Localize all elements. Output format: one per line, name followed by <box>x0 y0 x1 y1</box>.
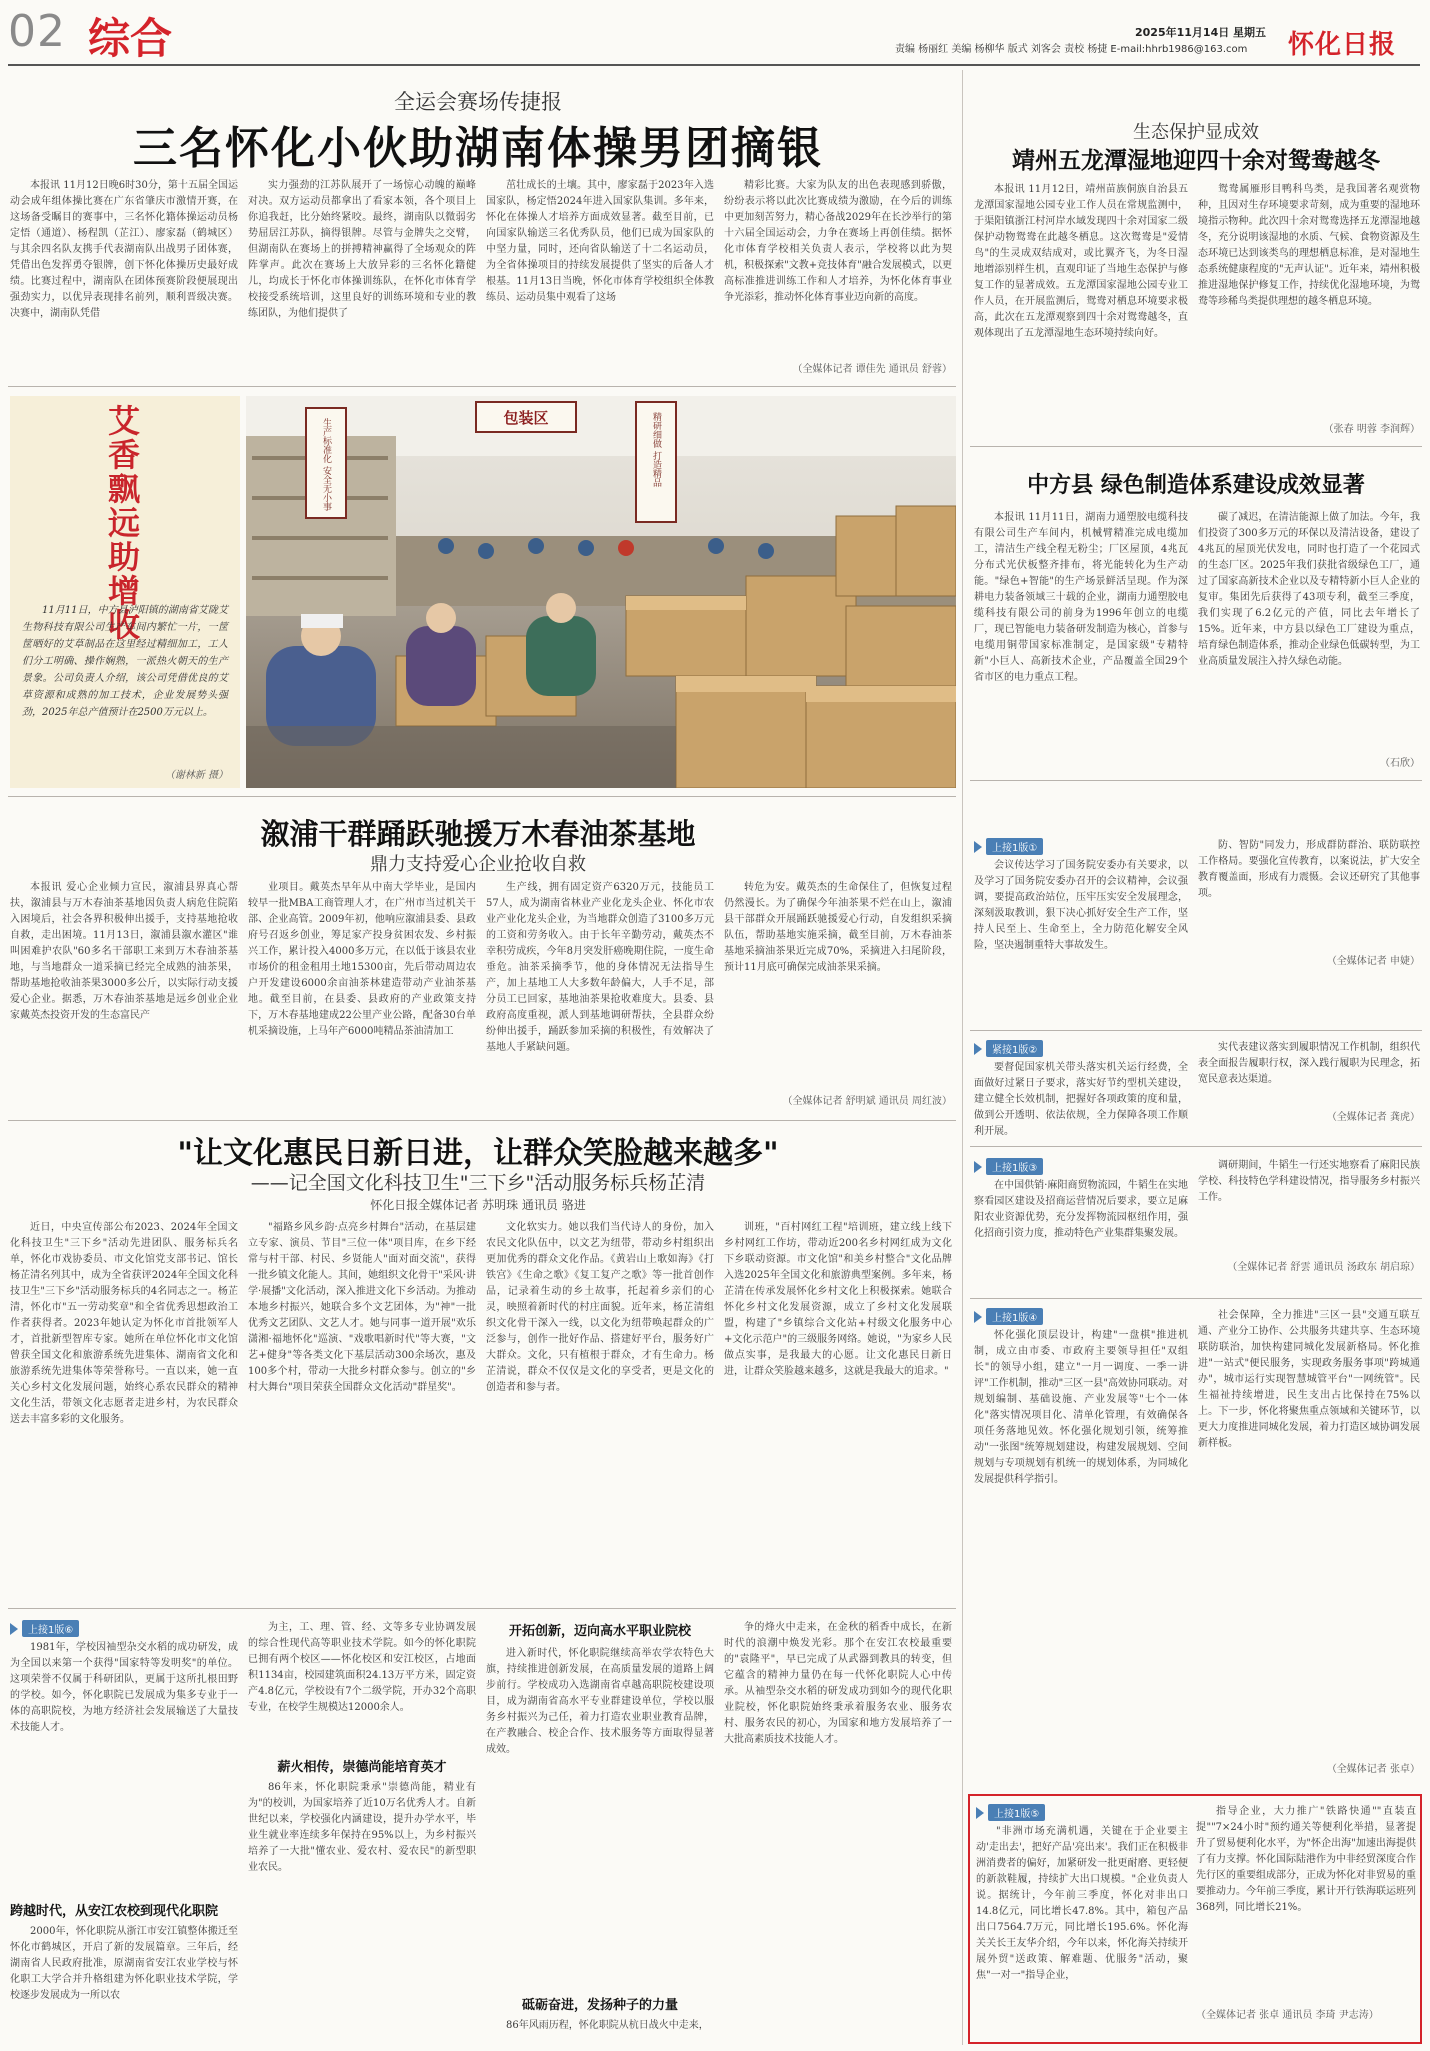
wetland-headline: 靖州五龙潭湿地迎四十余对鸳鸯越冬 <box>1012 147 1380 174</box>
lead-text-4: 精彩比赛。大家为队友的出色表现感到骄傲，纷纷表示将以此次比赛成绩为激励，在今后的训练中更加刻苦努力，精心备战2029年在长沙举行的第十六届全国运动会，力争在赛场上再创佳绩。据怀化市体育学校相关负责人表示，学校将以此为契机，积极探索"文教+竞技体育"融合发展模式，以更高标准推进训练工作和人才培养，为怀化体育事业争光添彩，推动怀化体育事业迈向新的高度。 <box>724 180 952 303</box>
college-text-3: 进入新时代，怀化职院继续高举农学农特色大旗，持续推进创新发展，在高质量发展的道路上阔步前行。学校成功入选湖南省卓越高职院校建设项目，成为湖南省高水平专业群建设单位，学校以服务乡村振兴为己任，着力打造农业职业教育品牌，在产教融合、校企合作、技术服务等方面取得显著成效。 <box>486 1648 714 1755</box>
cont1-rule <box>970 1030 1422 1031</box>
lead-text-1: 本报讯 11月12日晚6时30分，第十五届全国运动会成年组体操比赛在广东省肇庆市激情开赛，在这场备受瞩目的赛事中，三名怀化籍体操运动员杨定悟（通道）、杨程凯（芷江）、廖家磊（鹤城区）与其余四名队友携手代表湖南队出战男子团体赛，凭借出色发挥勇夺银牌，创下怀化体操历史最好成绩。比赛过程中，湖南队在团体预赛阶段便展现出强劲实力，以优异表现排名前列，顺利晋级决赛。决赛中，湖南队凭借 <box>10 180 238 319</box>
culture-text-3: 文化软实力。她以我们当代诗人的身份，加入农民文化队伍中，以文艺为纽带，带动乡村组织出更加优秀的群众文化作品。《黄岩山上歌如海》《打铁宫》《生命之歌》《复工复产之歌》等一批首创作品，记录着生动的乡土故事，托起着乡亲们的心灵，映照着新时代的村庄面貌。近年来，杨芷清组织文化骨干深入一线，以文化为纽带唤起群众的广泛参与，创作一批好作品、搭建好平台，服务好广大群众。文化，只有植根于群众，才有生命力。杨芷清说，群众不仅仅是文化的享受者，更是文化的创造者和参与者。 <box>486 1222 714 1393</box>
cont1-text-2: 防、智防"同发力，形成群防群治、联防联控工作格局。要强化宣传教育，以案说法，扩大安全教育覆盖面，形成有力震慑。会议还研究了其他事项。 <box>1198 840 1420 899</box>
zhongfang-text-1: 本报讯 11月11日，湖南力通塑胶电缆科技有限公司生产车间内，机械臂精准完成电缆加工，清洁生产线全程无粉尘；厂区屋顶，4兆瓦分布式光伏板整齐排布，将光能转化为生产动能。"绿色+智能"的生产场景鲜活呈现。作为深耕电力装备领域三十载的企业，湖南力通塑胶电缆科技有限公司的前身为1996年创立的电缆厂，现已智能电力装备研发制造为核心，首参与电缆用铜带国家标准制定，是国家级"专精特新"小巨人、高新技术企业，产品覆盖全国29个省市区的电力重点工程。 <box>974 512 1188 683</box>
staff-credits: 责编 杨丽红 美编 杨柳华 版式 刘客会 责校 杨捷 E-mail:hhrb1986@163.com <box>895 44 1248 55</box>
wetland-byline: （张春 明蓉 李润辉） <box>1323 424 1420 435</box>
college-col-2b <box>248 1780 476 2040</box>
college-subhead-1: 跨越时代，从安江农校到现代化职院 <box>10 1904 219 1919</box>
oiltea-text-4: 转危为安。戴英杰的生命保住了，但恢复过程仍然漫长。为了确保今年油茶果不烂在山上，溆浦县干部群众开展踊跃驰援爱心行动，自发组织采摘队伍，帮助基地实施采摘，截至目前，万木春油茶基地采摘油茶果近完成70%，采摘进入扫尾阶段，预计11月底可确保完成油茶果采摘。 <box>724 882 952 973</box>
page-number: 02 <box>8 6 66 57</box>
cont1-col-2 <box>1198 838 1420 948</box>
section-title: 综合 <box>88 14 173 63</box>
cont1-text-1: 会议传达学习了国务院安委办有关要求，以及学习了国务院安委办召开的会议精神，会议强调，要提高政治站位，压牢压实安全发展理念，深刻汲取教训，狠下决心抓好安全生产工作，坚持人民至上、生命至上，全力防范化解安全风险，坚决遏制重特大事故发生。 <box>974 860 1188 951</box>
college-text-3b: 86年风雨历程，怀化职院从杭日战火中走来， <box>506 2020 709 2031</box>
workshop-photo <box>246 396 956 788</box>
cont4-col-2 <box>1198 1308 1420 1756</box>
zhongfang-headline: 中方县 绿色制造体系建设成效显著 <box>1027 472 1365 498</box>
zhongfang-text-2: 碳了减迟，在清洁能源上做了加法。今年，我们投资了300多万元的环保以及清洁设备，建设了4兆瓦的屋顶光伏发电，同时也打造了一个花园式的生态厂区。2025年我们获批省级绿色工厂，通过了国家高新技术企业以及专精特新小巨人企业的复审。集团先后获得了43项专利，截至三季度，我们实现了6.2亿元的产值，同比去年增长了15%。近年来，中方县以绿色工厂建设为重点，培育绿色制造体系，推动企业绿色低碳转型，为工业高质量发展注入持久绿色动能。 <box>1198 512 1420 667</box>
cont3-marker <box>974 1161 982 1173</box>
oiltea-text-2: 业项目。戴英杰早年从中南大学毕业，是国内较早一批MBA工商管理人才，在广州市当过机关干部、企业高管。2009年初，他响应溆浦县委、县政府号召返乡创业，筹足家产投身贫困农发、乡村振兴工作，累计投入4000多万元，在以低于该县农业市场价的租金租用土地15300亩，先后带动周边农户开发建设6000余亩油茶林建造带动产业油茶基地。截至目前，在县委、县政府的产业政策支持下，万木春基地建成22公里产业公路，配备30台单机采摘设施，上马年产6000吨精品茶油清加工 <box>248 882 476 1037</box>
oiltea-headline: 溆浦干群踊跃驰援万木春油茶基地 <box>260 817 696 851</box>
culture-col-4 <box>724 1220 952 1604</box>
wetland-col-1 <box>974 182 1188 438</box>
cont3-byline: （全媒体记者 舒雲 通讯员 汤政东 胡启琼） <box>1227 1262 1420 1273</box>
zhongfang-col-1 <box>974 510 1188 770</box>
photo-sign-right: 精研细做 打造精品 <box>651 412 661 487</box>
cont2-col-2 <box>1198 1040 1420 1104</box>
cont1-marker <box>974 841 982 853</box>
cont2-marker <box>974 1043 982 1055</box>
college-col-3b <box>486 2018 714 2048</box>
culture-headline: "让文化惠民日新日进，让群众笑脸越来越多" <box>177 1136 779 1171</box>
cont4-marker <box>974 1311 982 1323</box>
lead-rule <box>8 386 956 387</box>
cont4-tag <box>974 1308 1043 1325</box>
college-subhead-4: 砥砺奋进，发扬种子的力量 <box>521 1998 678 2013</box>
cont5-col-1 <box>976 1824 1188 2038</box>
culture-text-2: "福路乡风乡韵·点亮乡村舞台"活动，在基层建立专家、演员、节目"三位一体"项目库，在乡下经常与村干部、村民、乡贤能人"面对面交流"，获得一批乡镇文化能人。其间，她组织文化骨干"采风·讲学·展播"文化活动，深入推进文化下乡活动。为推动本地乡村振兴，她联合多个文艺团体，为"神"一批优秀文艺团队、文艺人才。她与同事一道开展"欢乐潇湘·福地怀化"巡演、"戏歌唱新时代"等大赛，"文艺+健身"等各类文化下基层活动300余场次，惠及100多个村，带动一大批乡村群众参与。创立的"乡村大舞台"项目荣获全国群众文化活动"群星奖"。 <box>248 1222 476 1393</box>
cont5-col-2 <box>1196 1804 1416 2002</box>
oiltea-col-2 <box>248 880 476 1112</box>
photo-sign-left: 生产标准化 安全无小事 <box>321 418 331 511</box>
cont2-byline: （全媒体记者 龚虎） <box>1326 1112 1420 1123</box>
college-text-2: 为主，工、理、管、经、文等多专业协调发展的综合性现代高等职业技术学院。如今的怀化职院已拥有两个校区——怀化校区和安江校区，占地面积1134亩，校园建筑面积24.13万平方米，固定资产4.8亿元，学校设有7个二级学院，开办32个高职专业，在校学生规模达12000余人。 <box>248 1622 476 1713</box>
college-col-1 <box>10 1640 238 1896</box>
cont2-tag <box>974 1040 1043 1057</box>
cont1-tag <box>974 838 1043 855</box>
cont3-col-2 <box>1198 1158 1420 1254</box>
cont3-rule <box>970 1298 1422 1299</box>
cont5-label: 上接1版⑤ <box>988 1804 1045 1821</box>
cont3-text-1: 在中国供销·麻阳商贸物流园，牛韬生在实地察看园区建设及招商运营情况后要求，要立足麻阳农业资源优势，充分发挥物流园枢纽作用，强化招商引资力度，推动特色产业集群集聚发展。 <box>974 1180 1188 1239</box>
culture-text-1: 近日，中央宣传部公布2023、2024年全国文化科技卫生"三下乡"活动先进团队、服务标兵名单，怀化市戏协委员、市文化馆党支部书记、馆长杨芷清名列其中，成为全省获评2024年全国文化科技卫生"三下乡"活动服务标兵的4名同志之一。杨芷清，怀化市"五一劳动奖章"和全省优秀思想政治工作者获得者。2023年她认定为怀化市首批领军人才，首批新型智库专家。她所在单位怀化市文化馆曾获全国文化和旅游系统先进集体、湖南省文化和旅游系统先进集体等荣誉称号。一直以来，她一直关心乡村文化发展问题，始终心系农民群众的精神文化生活，带领文化志愿者走进乡村，为农民群众送去丰富多彩的文化服务。 <box>10 1222 238 1425</box>
cont4-col-1 <box>974 1328 1188 1780</box>
college-subhead-2: 薪火相传，崇德尚能培育英才 <box>277 1760 447 1775</box>
oiltea-text-1: 本报讯 爱心企业倾力宣民，溆浦县界真心帮扶，溆浦县与万木春油茶基地因负责人病危住院陷入困境后，社会各界积极伸出援手，支持基地抢收自救，走出困境。11月13日，溆浦县溆水灌区"谁叫困难护农队"60多名干部职工来到万木春油茶基地，与当地群众一道采摘已经完全成熟的油茶果，帮助基地抢收油茶果3000多公斤，以实际行动支援爱心企业。据悉，万木春油茶基地是远乡创业企业家戴英杰投资开发的生态富民产 <box>10 882 238 1021</box>
zhongfang-byline: （石欣） <box>1380 758 1420 769</box>
college-col-2 <box>248 1620 476 1750</box>
cont1-col-1 <box>974 858 1188 1024</box>
cont2-label: 紧接1版② <box>986 1040 1043 1057</box>
lead-col-1 <box>10 178 238 376</box>
oiltea-subheadline: 鼎力支持爱心企业抢收自救 <box>370 854 586 875</box>
oiltea-col-3 <box>486 880 714 1112</box>
cont5-text-1: "非洲市场充满机遇，关键在于企业要主动'走出去'，把好产品'亮出来'。我们正在积极非洲消费者的偏好，加紧研发一批更耐磨、更轻便的新款鞋履，持续扩大出口规模。"企业负责人说。据统计，今年前三季度，怀化对非出口14.8亿元，同比增长47.8%。其中，箱包产品出口7564.7万元，同比增长195.6%。怀化海关关长王友华介绍，今年以来，怀化海关持续开展外贸"送政策、解难题、优服务"活动，聚焦"一对一"指导企业， <box>976 1826 1188 1981</box>
lead-col-3 <box>486 178 714 376</box>
cont6-marker <box>10 1623 18 1635</box>
oiltea-byline: （全媒体记者 舒明斌 通讯员 周红波） <box>782 1096 952 1107</box>
cont4-text-1: 怀化强化顶层设计，构建"一盘棋"推进机制，成立由市委、市政府主要领导担任"双组长"的领导小组，建立"一月一调度、一季一讲评"工作机制，推动"三区一县"高效协同联动。对规划编制、基础设施、产业发展等"七个一体化"落实情况项目化、清单化管理，有效确保各项任务落地见效。怀化强化规划引领，统筹推动"一张图"统筹规划建设，构建发展规划、空间规划与专项规划有机统一的规划体系，为同城化发展提供科学指引。 <box>974 1330 1188 1485</box>
cont4-byline: （全媒体记者 张卓） <box>1326 1764 1420 1775</box>
lead-headline: 三名怀化小伙助湖南体操男团摘银 <box>133 123 823 174</box>
culture-byline: 怀化日报全媒体记者 苏明珠 通讯员 骆进 <box>370 1198 586 1212</box>
cont6-tag <box>10 1620 79 1637</box>
wetland-text-1: 本报讯 11月12日，靖州苗族侗族自治县五龙潭国家湿地公园专业工作人员在常规监测中，于渠阳镇浙江村河岸水域发现四十余对国家二级保护动物鸳鸯在此越冬栖息。这次鸳鸯是"爱情鸟"的生灵成双结成对，或比翼齐飞，为冬日湿地增添别样生机，直观印证了当地生态保护与修复工作的显著成效。五龙潭国家湿地公园专业工作人员，在开展监测后，鸳鸯对栖息环境要求极高，此次在五龙潭观察到四十余对鸳鸯越冬，直观体现出了五龙潭湿地生态环境持续向好。 <box>974 184 1188 339</box>
cont6-label: 上接1版⑥ <box>22 1620 79 1637</box>
college-col-3 <box>486 1646 714 1984</box>
cont2-text-1: 要督促国家机关带头落实机关运行经费，全面做好过紧日子要求，落实好节约型机关建设，建立健全长效机制，把握好各项政策的度和量，做到公开透明、依法依规，全力保障各项工作顺利开展。 <box>974 1062 1188 1137</box>
culture-text-4: 训班，"百村网红工程"培训班，建立线上线下乡村网红工作坊，带动近200名乡村网红成为文化下乡联动资源。市文化馆"和美乡村整合"文化品牌入选2025年全国文化和旅游典型案例。多年来，杨芷清在传承发展怀化乡村文化上积极探索。她联合怀化乡村文化发展资源，成立了乡村文化发展联盟，构建了"乡镇综合文化站+村级文化服务中心+文化示范户"的三级服务网络。她说，"为家乡人民做点实事，是我最大的心愿。让文化惠民日新日进，让群众笑脸越来越多，这就是我最大的追求。" <box>724 1222 952 1377</box>
cont5-byline: （全媒体记者 张卓 通讯员 李琦 尹志涛） <box>1196 2010 1379 2021</box>
issue-date: 2025年11月14日 星期五 <box>1135 26 1267 39</box>
oiltea-rule <box>8 1120 956 1121</box>
rail-separator <box>962 70 963 2045</box>
college-text-1: 1981年，学校因袖型杂交水稻的成功研发，成为全国以来第一个获得"国家特等发明奖"的单位。这项荣誉不仅属于科研团队，更属于这所扎根田野的学校。如今，怀化职院已发展成为集多专业于一体的高职院校，为地方经济社会发展输送了大量技术技能人才。 <box>10 1642 238 1733</box>
cont4-text-2: 社会保障，全力推进"三区一县"交通互联互通、产业分工协作、公共服务共建共享、生态环境联防联治，加快构建同城化发展新格局。怀化推进"一站式"便民服务，实现政务服务事项"跨城通办"，城市运行实现智慧城管平台"一网统管"。民生福祉持续增进，民生支出占比保持在75%以上。下一步，怀化将聚焦重点领域和关键环节，以更大力度推进同城化发展，着力打造区域协调发展新样板。 <box>1198 1310 1420 1449</box>
lead-col-2 <box>248 178 476 376</box>
zhongfang-col-2 <box>1198 510 1420 750</box>
oiltea-col-1 <box>10 880 238 1112</box>
photo-caption-panel <box>10 396 240 788</box>
header-rule <box>8 64 1420 66</box>
cont2-rule <box>970 1146 1422 1147</box>
oiltea-text-3: 生产线，拥有固定资产6320万元，技能员工57人，成为湖南省林业产业化龙头企业、怀化市农业产业化龙头企业，为当地群众创造了3100多万元的工资和劳务收入。由于长年辛勤劳动，戴英杰不幸积劳成疾，今年8月突发肝癌晚期住院，一度生命垂危。油茶采摘季节，他的身体情况无法指导生产，加上基地工人大多数年龄偏大，人手不足，部分员工已回家，基地油茶果抢收难度大。县委、县政府高度重视，派人到基地调研帮扶，全县群众纷纷伸出援手，踊跃参加采摘的积极性，有效解决了基地人手紧缺问题。 <box>486 882 714 1053</box>
photo-caption: 11月11日，中方县泸阳镇的湖南省艾陇艾生物科技有限公司生产车间内繁忙一片，一筐筐晒好的艾草制品在这里经过精细加工，工人们分工明确、操作娴熟，一派热火朝天的生产景象。公司负责人介绍，该公司凭借优良的艾草资源和成熟的加工技术，企业发展势头强劲，2025年总产值预计在2500万元以上。 <box>22 605 228 718</box>
cont1-byline: （全媒体记者 申婕） <box>1326 956 1420 967</box>
oiltea-col-4 <box>724 880 952 1090</box>
page-header <box>0 0 1430 64</box>
cont5-box <box>968 1794 1422 2044</box>
college-text-2b: 86年来，怀化职院秉承"崇德尚能，精业有为"的校训，为国家培养了近10万名优秀人才。自新世纪以来，学校强化内涵建设，提升办学水平，毕业生就业率连续多年保持在95%以上，为乡村振兴培养了一大批"懂农业、爱农村、爱农民"的新型职业农民。 <box>248 1782 476 1873</box>
college-col-1b <box>10 1924 238 2040</box>
college-text-4: 争的烽火中走来，在金秋的稻香中成长，在新时代的浪潮中焕发光彩。那个在安江农校最重要的"袁隆平"，早已完成了从武器到教具的转变，但它蕴含的精神力量仍在每一代怀化职院人心中传承。从袖型杂交水稻的研发成功到如今的现代化职业院校，怀化职院始终秉承着服务农业、服务农村、服务农民的初心，为国家和地方发展培养了一大批高素质技术技能人才。 <box>724 1622 952 1745</box>
photo-sign-packing: 包装区 <box>503 409 549 427</box>
culture-col-3 <box>486 1220 714 1604</box>
cont1-label: 上接1版① <box>986 838 1043 855</box>
cont5-text-2: 指导企业，大力推广"铁路快通""直装直提""7×24小时"预约通关等便利化举措，显著提升了贸易便利化水平，为"怀企出海"加速出海提供了有力支撑。怀化国际陆港作为中非经贸深度合作先行区的重要组成部分，正成为怀化对非贸易的重要推动力。今年前三季度，累计开行铁海联运班列368列，同比增长21%。 <box>1196 1806 1416 1913</box>
wetland-rule <box>970 446 1422 447</box>
culture-rule <box>8 1608 956 1609</box>
culture-col-2 <box>248 1220 476 1604</box>
lead-kicker: 全运会赛场传捷报 <box>394 90 562 114</box>
wetland-text-2: 鸳鸯属雁形目鸭科鸟类，是我国著名观赏物种，且因对生存环境要求苛刻，成为重要的湿地环境指示物种。此次四十余对鸳鸯选择五龙潭湿地越冬，充分说明该湿地的水质、气候、食物资源及生态环境已达到该类鸟的理想栖息标准，是对湿地生态系统健康程度的"无声认证"。近年来，靖州积极推进湿地保护修复工作，持续优化湿地环境，为鸳鸯等珍稀鸟类提供理想的越冬栖息环境。 <box>1198 184 1420 307</box>
newspaper-logo: 怀化日报 <box>1288 30 1397 60</box>
workshop-scene <box>246 396 956 788</box>
culture-subheadline: ——记全国文化科技卫生"三下乡"活动服务标兵杨芷清 <box>250 1172 706 1194</box>
zhongfang-rule <box>970 780 1422 781</box>
photo-title: 艾香飘远助增收 <box>103 404 141 642</box>
lead-text-2: 实力强劲的江苏队展开了一场惊心动魄的巅峰对决。双方运动员都拿出了看家本领，各个项目上你追我赶，比分始终紧咬。最终，湖南队以微弱劣势屈居江苏队，摘得银牌。尽管与金牌失之交臂，但湖南队在赛场上的拼搏精神赢得了全场观众的阵阵掌声。此次在赛场上大放异彩的三名怀化籍健儿，均成长于怀化市体操训练队，在怀化市体育学校接受系统培训，这里良好的训练环境和专业的教练团队，为他们提供了 <box>248 180 476 319</box>
college-subhead-3: 开拓创新，迈向高水平职业院校 <box>508 1624 691 1639</box>
photo-byline: （谢林新 摄） <box>164 770 228 781</box>
lead-col-4 <box>724 178 952 360</box>
lead-text-3: 茁壮成长的土壤。其中，廖家磊于2023年入选国家队，杨定悟2024年进入国家队集训。多年来，怀化在体操人才培养方面成效显著。截至目前，已向国家队输送三名优秀队员，他们已成为国家队的中坚力量，同时，还向省队输送了十二名运动员，为全省体操项目的持续发展提供了坚实的后备人才根基。11月13日当晚，怀化市体育学校组织全体教练员、运动员集中观看了这场 <box>486 180 714 303</box>
culture-col-1 <box>10 1220 238 1604</box>
cont5-marker <box>976 1807 984 1819</box>
cont3-col-1 <box>974 1178 1188 1290</box>
cont3-tag <box>974 1158 1043 1175</box>
lead-byline: （全媒体记者 谭佳先 通讯员 舒蓉） <box>792 364 952 375</box>
photo-rule <box>8 796 956 797</box>
college-col-4 <box>724 1620 952 2040</box>
wetland-kicker: 生态保护显成效 <box>1133 122 1259 143</box>
cont5-tag <box>976 1804 1045 1821</box>
cont2-text-2: 实代表建议落实到履职情况工作机制，组织代表全面报告履职行权，深入践行履职为民理念，拓宽民意表达渠道。 <box>1198 1042 1420 1085</box>
cont2-col-1 <box>974 1060 1188 1140</box>
wetland-col-2 <box>1198 182 1420 418</box>
cont3-label: 上接1版③ <box>986 1158 1043 1175</box>
cont3-text-2: 调研期间，牛韬生一行还实地察看了麻阳民族学校、科技特色学科建设情况，指导服务乡村振兴工作。 <box>1198 1160 1420 1203</box>
cont4-label: 上接1版④ <box>986 1308 1043 1325</box>
college-text-1b: 2000年，怀化职院从浙江市安江镇整体搬迁至怀化市鹤城区，开启了新的发展篇章。三年后，经湖南省人民政府批准，原湖南省安江农业学校与怀化职工大学合并升格组建为怀化职业技术学院，学校逐步发展成为一所以农 <box>10 1926 238 2001</box>
